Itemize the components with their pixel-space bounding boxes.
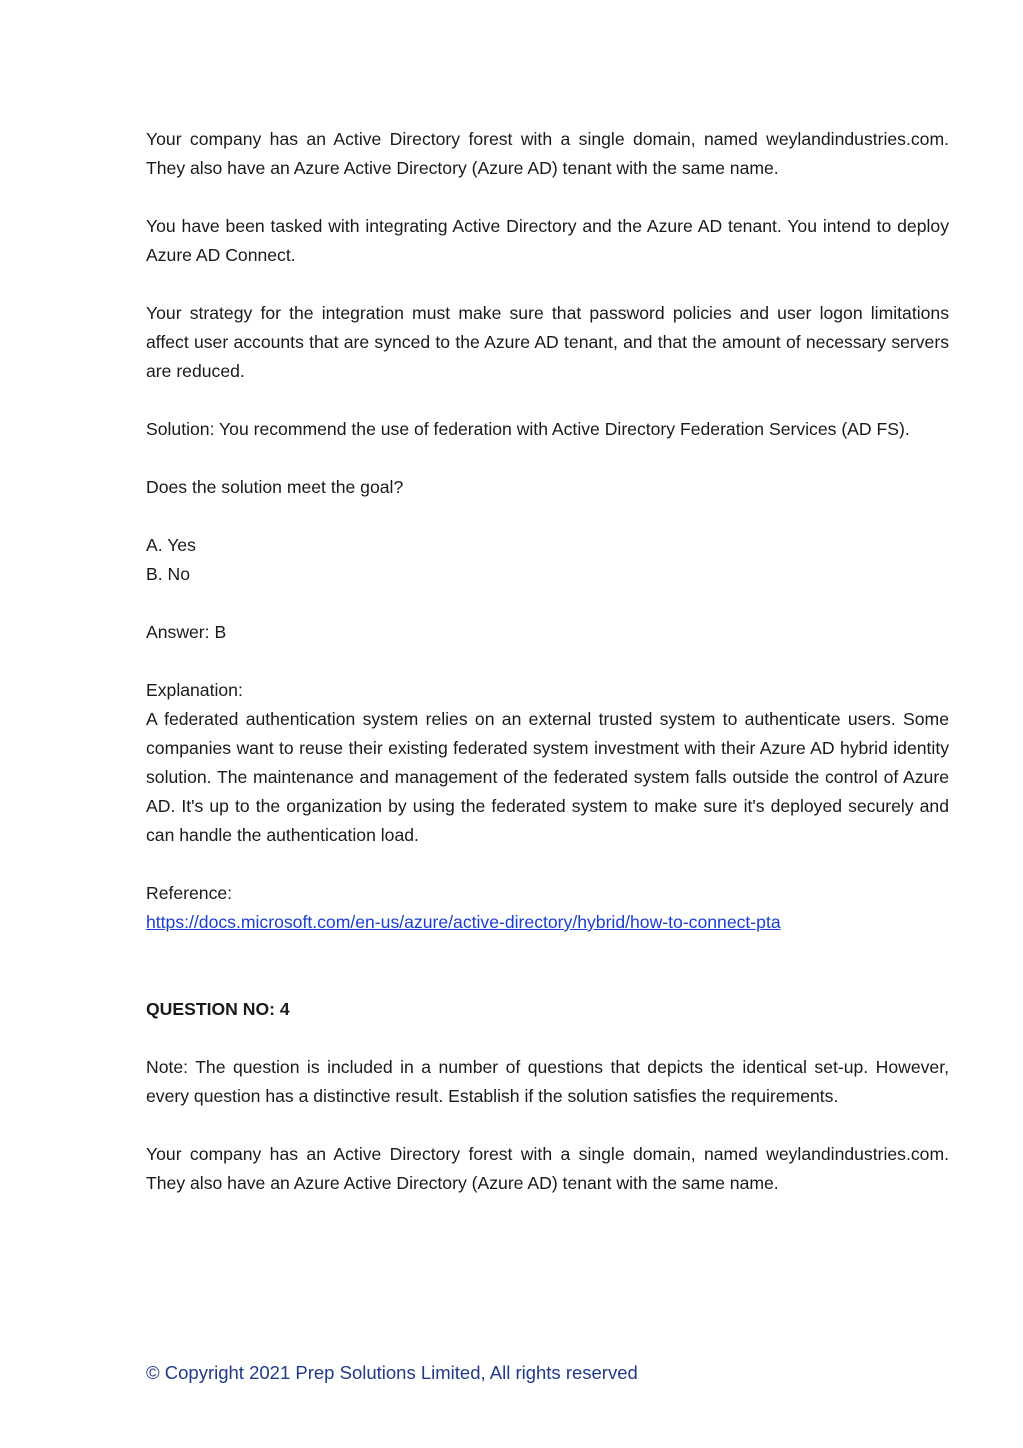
question-4-heading: QUESTION NO: 4	[146, 999, 290, 1019]
option-a: A. Yes	[146, 535, 196, 555]
reference-label: Reference:	[146, 883, 233, 903]
q3-reference-section	[146, 879, 949, 937]
q3-answer: Answer: B	[146, 622, 227, 642]
q4-scenario-paragraph: Your company has an Active Directory forest with a single domain, named weylandindustries.com. They also have an Azure Active Directory (Azure AD) tenant with the same name.	[146, 1144, 949, 1193]
q3-question-text: Does the solution meet the goal?	[146, 477, 404, 497]
q3-options-list	[146, 531, 949, 589]
q3-scenario-paragraph: Your company has an Active Directory forest with a single domain, named weylandindustries.com. They also have an Azure Active Directory (Azure AD) tenant with the same name.	[146, 129, 949, 178]
q4-note-paragraph: Note: The question is included in a number of questions that depicts the identical set-up. However, every question has a distinctive result. Establish if the solution satisfies the requirements.	[146, 1057, 949, 1106]
explanation-label: Explanation:	[146, 680, 243, 700]
copyright-footer: © Copyright 2021 Prep Solutions Limited, All rights reserved	[146, 1362, 638, 1383]
q3-task-paragraph: You have been tasked with integrating Active Directory and the Azure AD tenant. You intend to deploy Azure AD Connect.	[146, 216, 949, 265]
q3-solution-paragraph: Solution: You recommend the use of federation with Active Directory Federation Services (AD FS).	[146, 419, 910, 439]
option-b: B. No	[146, 564, 191, 584]
document-page	[146, 125, 949, 1227]
reference-link[interactable]: https://docs.microsoft.com/en-us/azure/active-directory/hybrid/how-to-connect-pta	[146, 912, 781, 932]
q3-strategy-paragraph: Your strategy for the integration must make sure that password policies and user logon limitations affect user accounts that are synced to the Azure AD tenant, and that the amount of necessary servers are reduced.	[146, 303, 949, 381]
q3-explanation-section	[146, 676, 949, 850]
explanation-text: A federated authentication system relies on an external trusted system to authenticate users. Some companies want to reuse their existing federated system investment with their Azure AD hybrid identity solution. The maintenance and management of the federated system falls outside the control of Azure AD. It's up to the organization by using the federated system to make sure it's deployed securely and can handle the authentication load.	[146, 709, 949, 845]
